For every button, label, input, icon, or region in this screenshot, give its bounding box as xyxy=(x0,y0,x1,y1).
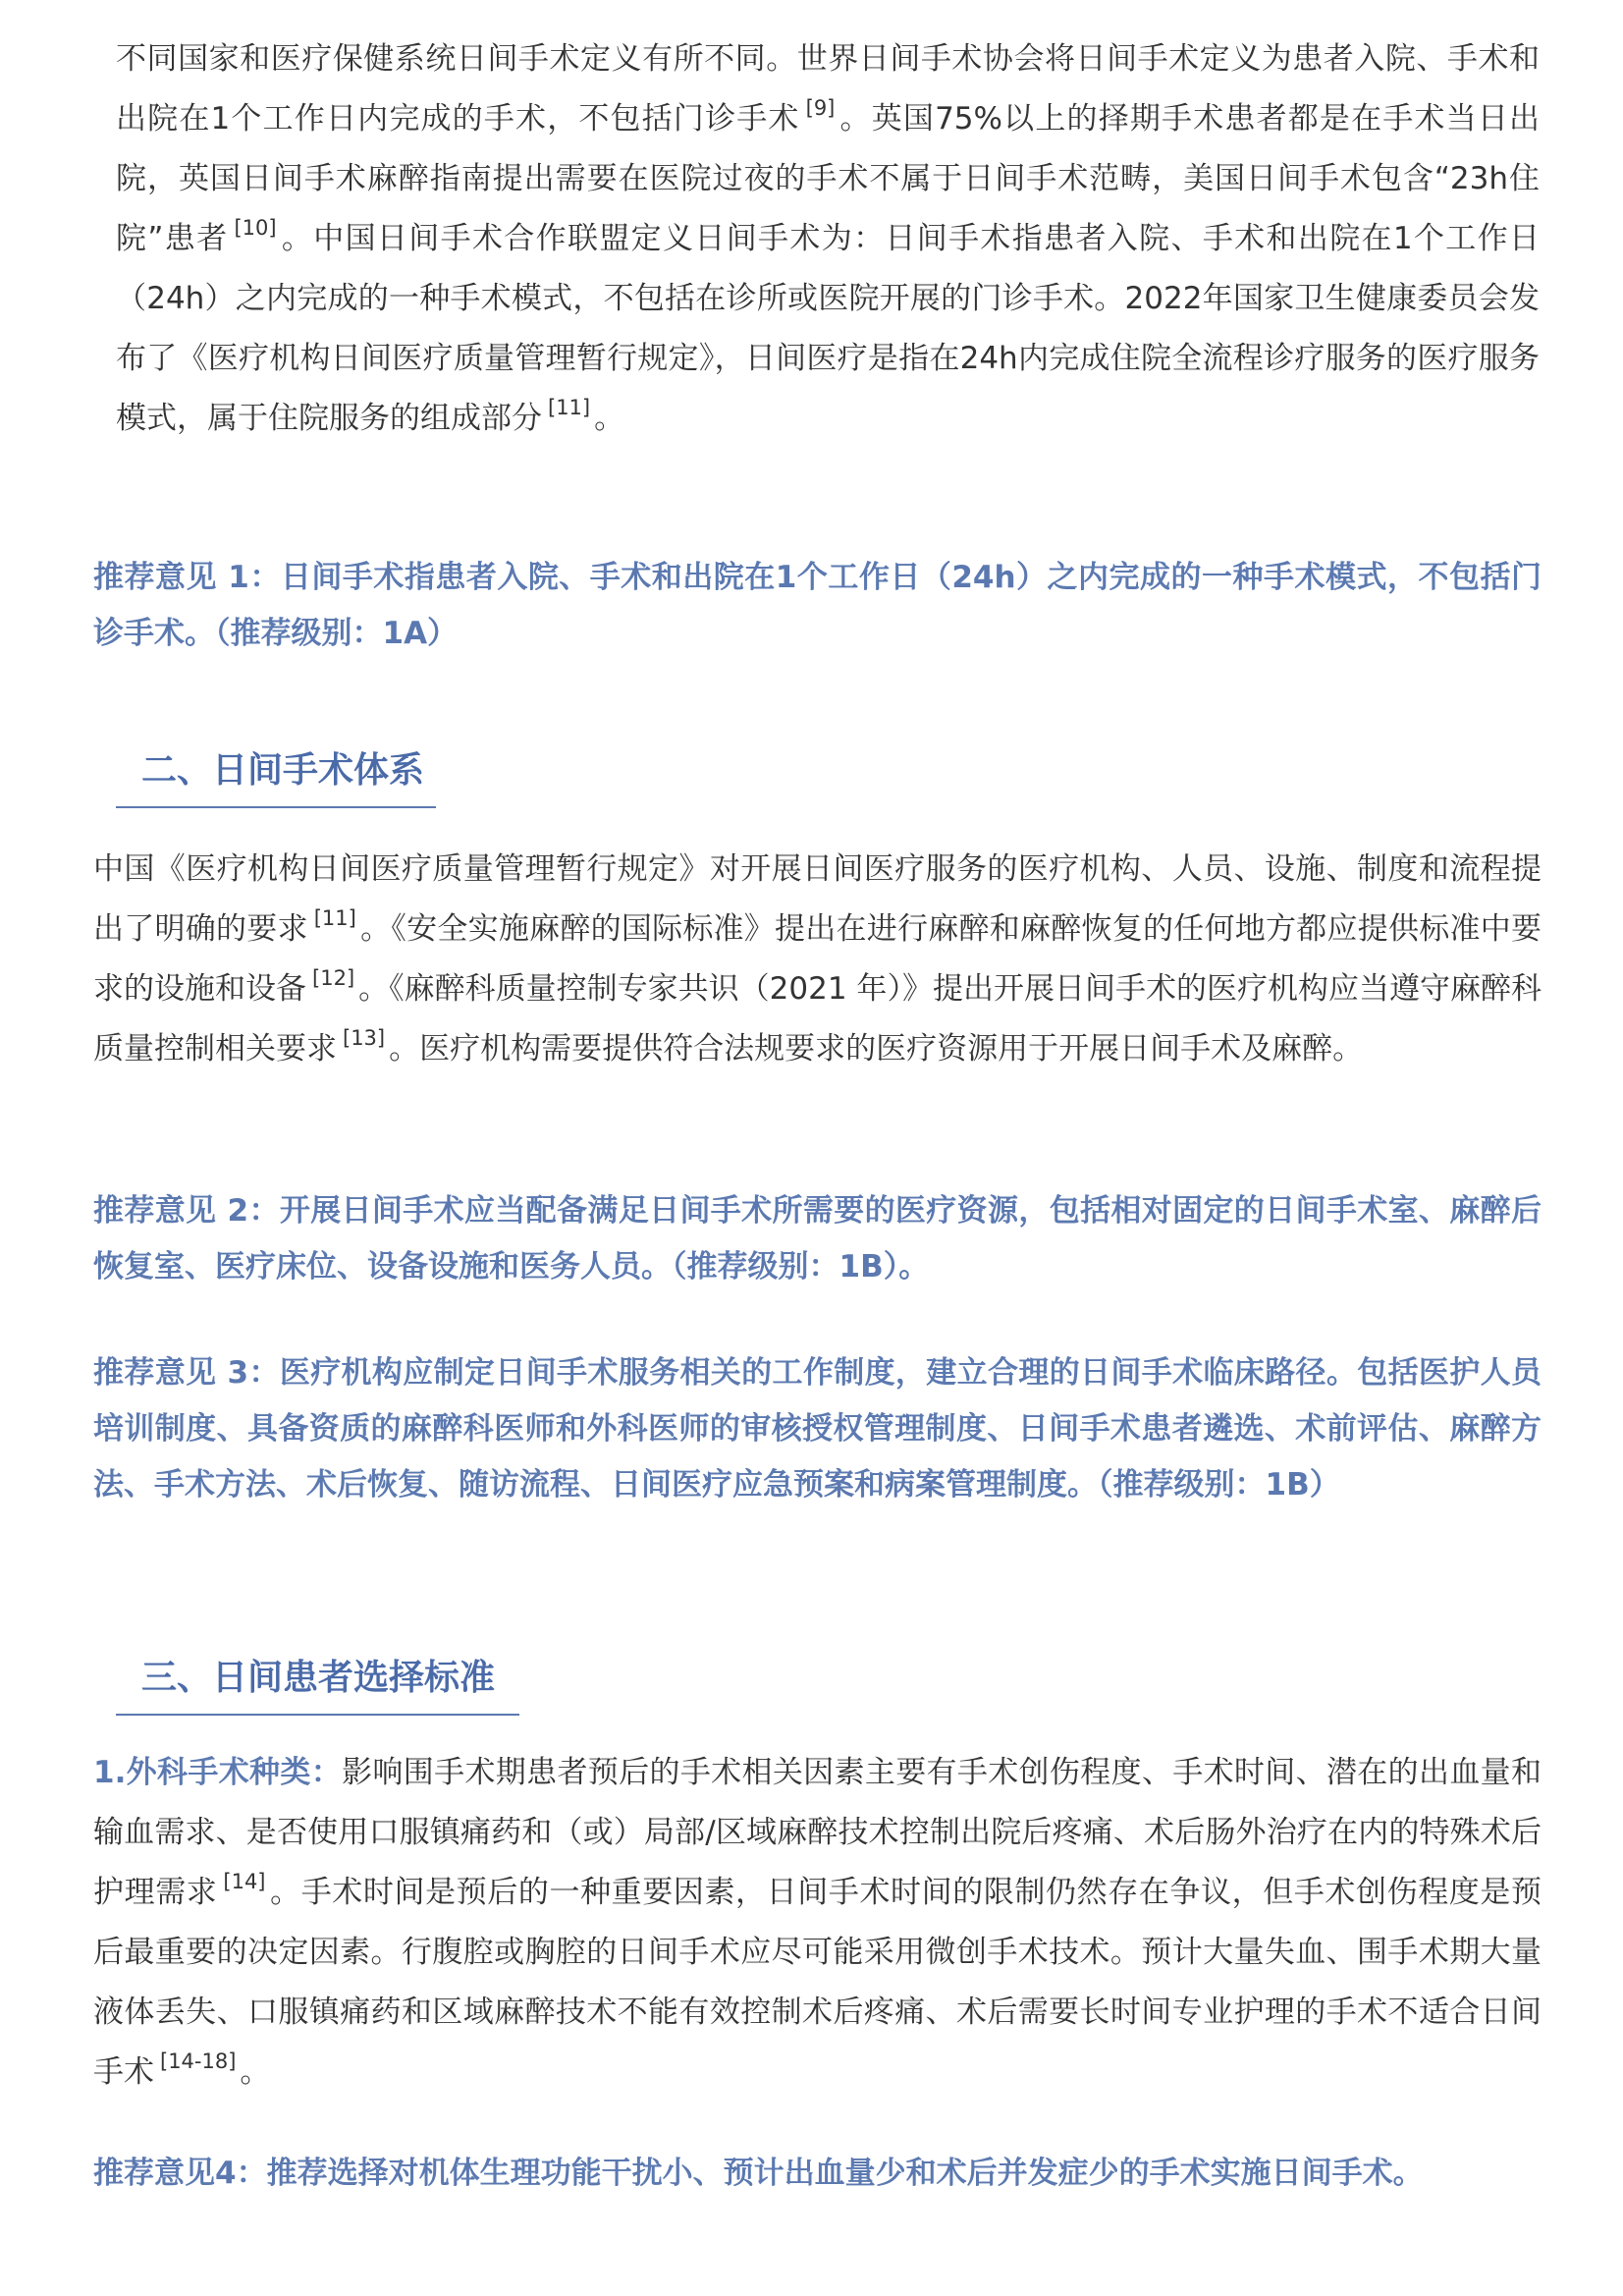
paragraph-text: 中国《医疗机构日间医疗质量管理暂行规定》对开展日间医疗服务的医疗机构、人员、设施、制度和流程提出了明确的要求 xyxy=(93,851,1542,947)
citation-ref: [11] xyxy=(313,906,356,931)
paragraph-text: 不同国家和医疗保健系统日间手术定义有所不同。世界日间手术协会将日间手术定义为患者入院、手术和出院在1个工作日内完成的手术，不包括门诊手术 xyxy=(116,41,1540,137)
paragraph-text: 。《麻醉科质量控制专家共识（2021 年）》提出开展日间手术的医疗机构应当遵守麻醉科质量控制相关要求 xyxy=(93,971,1542,1066)
paragraph-text: 。《安全实施麻醉的国际标准》提出在进行麻醉和麻醉恢复的任何地方都应提供标准中要求的设施和设备 xyxy=(93,911,1542,1007)
citation-ref: [9] xyxy=(805,96,836,121)
recommendation-2: 推荐意见 2：开展日间手术应当配备满足日间手术所需要的医疗资源，包括相对固定的日间手术室、麻醉后恢复室、医疗床位、设备设施和医务人员。（推荐级别：1B）。 xyxy=(93,1193,1542,1285)
paragraph-surgery-type xyxy=(93,1743,1542,2103)
paragraph-system xyxy=(93,840,1542,1079)
paragraph-lead: 1.外科手术种类： xyxy=(93,1755,343,1790)
citation-ref: [14-18] xyxy=(160,2050,237,2074)
paragraph-text: 。手术时间是预后的一种重要因素，日间手术时间的限制仍然存在争议，但手术创伤程度是预后最重要的决定因素。行腹腔或胸腔的日间手术应尽可能采用微创手术技术。预计大量失血、围手术期大量液体丢失、口服镇痛药和区域麻醉技术不能有效控制术后疼痛、术后需要长时间专业护理的手术不适合日间手术 xyxy=(93,1875,1542,2090)
recommendation-4: 推荐意见4：推荐选择对机体生理功能干扰小、预计出血量少和术后并发症少的手术实施日间手术。 xyxy=(93,2156,1424,2191)
recommendation-1: 推荐意见 1：日间手术指患者入院、手术和出院在1个工作日（24h）之内完成的一种手术模式，不包括门诊手术。（推荐级别：1A） xyxy=(93,560,1542,651)
citation-ref: [13] xyxy=(343,1026,386,1051)
recommendation-3: 推荐意见 3：医疗机构应制定日间手术服务相关的工作制度，建立合理的日间手术临床路径。包括医护人员培训制度、具备资质的麻醉科医师和外科医师的审核授权管理制度、日间手术患者遴选、术前评估、麻醉方法、手术方法、术后恢复、随访流程、日间医疗应急预案和病案管理制度。（推荐级别：1B） xyxy=(93,1355,1542,1503)
section-heading-3: 三、日间患者选择标准 xyxy=(116,1657,519,1716)
paragraph-text: 。 xyxy=(240,2054,271,2090)
paragraph-text: 。英国75%以上的择期手术患者都是在手术当日出院，英国日间手术麻醉指南提出需要在医院过夜的手术不属于日间手术范畴，美国日间手术包含“23h住院”患者 xyxy=(116,101,1540,256)
paragraph-text: 影响围手术期患者预后的手术相关因素主要有手术创伤程度、手术时间、潜在的出血量和输血需求、是否使用口服镇痛药和（或）局部/区域麻醉技术控制出院后疼痛、术后肠外治疗在内的特殊术后护理需求 xyxy=(93,1755,1542,1910)
citation-ref: [10] xyxy=(234,216,277,241)
citation-ref: [14] xyxy=(223,1870,266,1894)
paragraph-definition xyxy=(116,29,1540,449)
paragraph-text: 。中国日间手术合作联盟定义日间手术为：日间手术指患者入院、手术和出院在1个工作日（24h）之内完成的一种手术模式，不包括在诊所或医院开展的门诊手术。2022年国家卫生健康委员会发布了《医疗机构日间医疗质量管理暂行规定》，日间医疗是指在24h内完成住院全流程诊疗服务的医疗服务模式，属于住院服务的组成部分 xyxy=(116,221,1540,436)
paragraph-text: 。医疗机构需要提供符合法规要求的医疗资源用于开展日间手术及麻醉。 xyxy=(389,1031,1364,1066)
paragraph-text: 。 xyxy=(594,401,625,436)
citation-ref: [12] xyxy=(312,966,355,991)
citation-ref: [11] xyxy=(548,396,591,420)
section-heading-2: 二、日间手术体系 xyxy=(116,749,436,808)
